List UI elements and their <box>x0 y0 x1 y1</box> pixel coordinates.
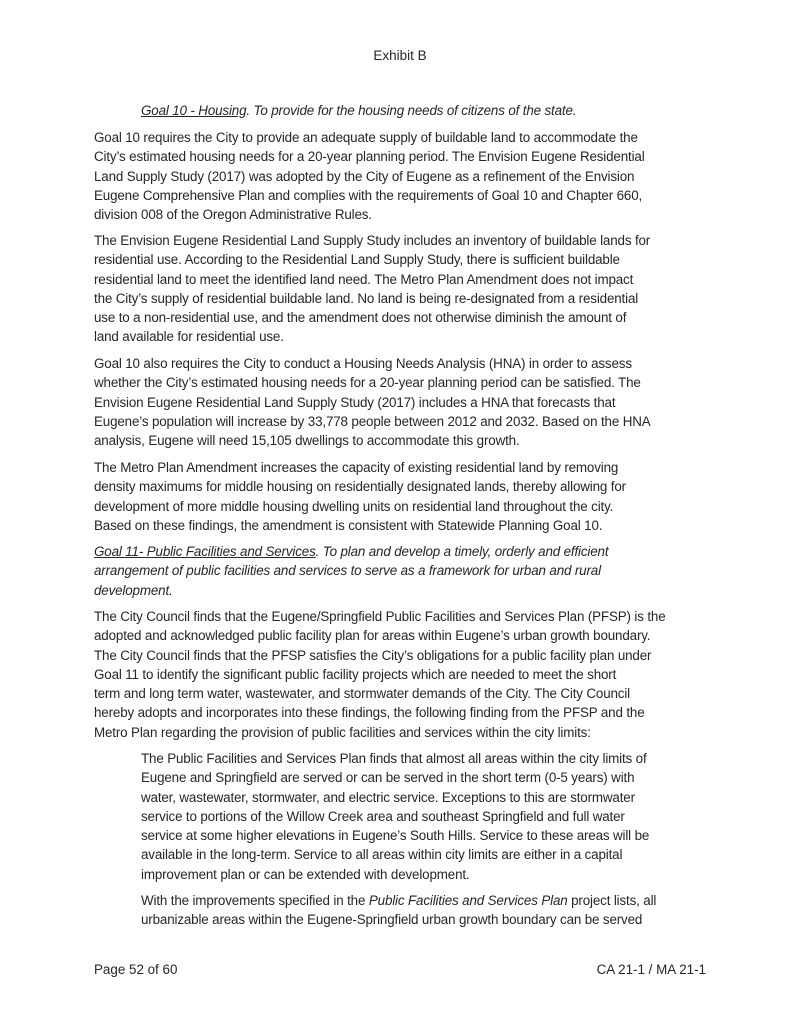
block-quote-pfsp-finding: The Public Facilities and Services Plan finds that almost all areas within the city limits of Eugene and Springfield are served or can be served in the short term (0-5 years) with water, wastewater, stormwater, and electric service. Exceptions to this are stormwater service to portions of the Willow Creek area and southeast Springfield and full water service at some higher elevations in Eugene’s South Hills. Service to these areas will be available in the long-term. Service to all areas within city limits are either in a capital improvement plan or can be extended with development. <box>141 751 650 882</box>
paragraph-land-supply-study: The Envision Eugene Residential Land Supply Study includes an inventory of buildable lands for residential use. According to the Residential Land Supply Study, there is sufficient buildable residential land to meet the identified land need. The Metro Plan Amendment does not impact the City’s supply of residential buildable land. No land is being re-designated from a residential use to a non-residential use, and the amendment does not otherwise diminish the amount of land available for residential use. <box>94 233 651 345</box>
paragraph-goal10-requirements: Goal 10 requires the City to provide an adequate supply of buildable land to accommodate the City’s estimated housing needs for a 20-year planning period. The Envision Eugene Residential Land Supply Study (2017) was adopted by the City of Eugene as a refinement of the Envision Eugene Comprehensive Plan and complies with the requirements of Goal 10 and Chapter 660, division 008 of the Oregon Administrative Rules. <box>94 130 645 223</box>
document-id: CA 21-1 / MA 21-1 <box>596 962 706 977</box>
paragraph-metro-plan-amendment: The Metro Plan Amendment increases the capacity of existing residential land by removing density maximums for middle housing on residentially designated lands, thereby allowing for development of more middle housing dwelling units on residential land throughout the city. Based on these findings, the amendment is consistent with Statewide Planning Goal 10. <box>94 460 626 533</box>
page-number: Page 52 of 60 <box>94 962 178 977</box>
paragraph-housing-needs-analysis: Goal 10 also requires the City to conduct a Housing Needs Analysis (HNA) in order to assess whether the City’s estimated housing needs for a 20-year planning period can be satisfied. The Envision Eugene Residential Land Supply Study (2017) includes a HNA that forecasts that Eugene’s population will increase by 33,778 people between 2012 and 2032. Based on the HNA analysis, Eugene will need 15,105 dwellings to accommodate this growth. <box>94 356 651 449</box>
goal-10-heading: Goal 10 - Housing. To provide for the housing needs of citizens of the state. <box>141 103 577 118</box>
goal-11-heading: Goal 11- Public Facilities and Services. To plan and develop a timely, orderly and efficient arrangement of public facilities and services to serve as a framework for urban and rural development. <box>94 544 609 598</box>
exhibit-header: Exhibit B <box>373 48 427 63</box>
goal-10-title: Goal 10 - Housing <box>141 103 247 118</box>
pfsp-title-italic: Public Facilities and Services Plan <box>368 893 568 908</box>
goal-10-statement: To provide for the housing needs of citizens of the state. <box>253 103 577 118</box>
block-quote-improvements: With the improvements specified in the Public Facilities and Services Plan project lists, all urbanizable areas within the Eugene-Springfield urban growth boundary can be served <box>141 893 657 928</box>
paragraph-pfsp-findings: The City Council finds that the Eugene/Springfield Public Facilities and Services Plan (PFSP) is the adopted and acknowledged public facility plan for areas within Eugene’s urban growth boundary. The City Council finds that the PFSP satisfies the City’s obligations for a public facility plan under Goal 11 to identify the significant public facility projects which are needed to meet the short term and long term water, wastewater, and stormwater demands of the City. The City Council hereby adopts and incorporates into these findings, the following finding from the PFSP and the Metro Plan regarding the provision of public facilities and services within the city limits: <box>94 609 666 740</box>
goal-11-title: Goal 11- Public Facilities and Services <box>94 544 316 559</box>
